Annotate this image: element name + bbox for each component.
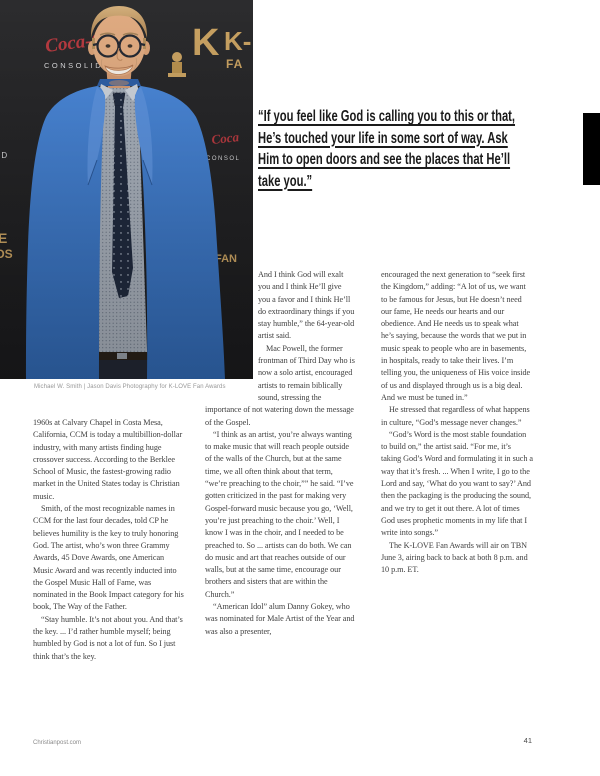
body-paragraph: “American Idol” alum Danny Gokey, who was nominated for Male Artist of the Year and was also a presenter, <box>205 602 355 636</box>
body-paragraph: He stressed that regardless of what happens in culture, “God’s message never changes.” <box>381 405 530 427</box>
body-paragraph: 1960s at Calvary Chapel in Costa Mesa, California, CCM is today a multibillion-dollar industry, with many artists finding huge crossover success. According to the Berklee School of Music, the fastest-growing radio market in the United States today is Christian music. <box>33 418 183 501</box>
body-paragraph: And I think God will exalt you and I think He’ll give you a favor and I think He’ll do extraordinary things if you stay humble,” the 64-year-old artist said. <box>258 270 355 341</box>
photo-wrap-spacer <box>205 269 258 399</box>
body-paragraph: Mac Powell, the former frontman of Third Day who is now a solo artist, encouraged artists to remain biblically sound, stressing the importance of not watering down the message of the Gospel. <box>205 343 355 427</box>
body-paragraph: “I think as an artist, you’re always wanting to make music that will reach people outside of the walls of the Church, but at the same time, we all often think about that term, “we’re preaching to the choir,”” he said. “I’ve gotten criticized in the past for making very Gospel-forward music because you go, ‘Well, you’re just preaching to the choir.’ Well, I know I was in the choir, and I needed to be preached to. So ... artists can do both. We can do music and art that reaches outside of our walls, but at the same time, encourage our brothers and sisters that are within the Church.” <box>205 429 354 599</box>
photo-caption: Michael W. Smith | Jason Davis Photography for K-LOVE Fan Awards <box>34 384 226 390</box>
body-paragraph: “Stay humble. It’s not about you. And that’s the key. ... I’d rather humble myself; being humbled by God is not a lot of fun. So I just think that’s the key. <box>33 614 183 661</box>
pull-quote-line-2: He’s touched your life in some sort of way. Ask <box>258 129 508 147</box>
body-paragraph: “God’s Word is the most stable foundation to build on,” the artist said. “For me, it’s taking God’s Word and formulating it in such a way that it’s fresh. ... When I write, I go to the Lord and say, ‘What do you want to say?’ And then the packaging is the producing the sound, and we try to get it out there. A lot of times God uses prophetic moments in my life that I write into songs.” <box>381 429 533 538</box>
pull-quote <box>258 106 566 192</box>
column-middle <box>205 269 355 638</box>
column-right <box>381 269 533 576</box>
column-left <box>33 417 184 663</box>
pull-quote-line-3: Him to open doors and see the places that He’ll <box>258 151 511 168</box>
body-paragraph: Smith, of the most recognizable names in CCM for the last four decades, told CP he believes humility is the key to truly honoring God. The artist, who’s won three Grammy Awards, 45 Dove Awards, one American Music Award and was recently inducted into the Gospel Music Hall of Fame, was nominated in the Book Impact category for his book, The Way of the Father. <box>33 504 184 612</box>
body-paragraph: encouraged the next generation to “seek first the Kingdom,” adding: “A lot of us, we want to be famous for Jesus, but He doesn’t need our fame, He needs our hearts and our obedience. And He needs us to speak what he’s saying, because the words that we put in music speak to people who are in basements, in hospitals, ready to take their lives. I’m telling you, the uniqueness of His voice inside of us and displayed through us is a big deal. And we must be tuned in.” <box>381 270 531 402</box>
page-edge-tab <box>583 113 600 185</box>
publication-url: Christianpost.com <box>33 740 82 746</box>
page-number: 41 <box>523 736 532 745</box>
pull-quote-line-1: “If you feel like God is calling you to this or that, <box>258 108 516 125</box>
body-paragraph: The K-LOVE Fan Awards will air on TBN June 3, airing back to back at both 8 p.m. and 10 p.m. ET. <box>381 540 528 575</box>
pull-quote-line-4: take you.” <box>258 172 313 190</box>
